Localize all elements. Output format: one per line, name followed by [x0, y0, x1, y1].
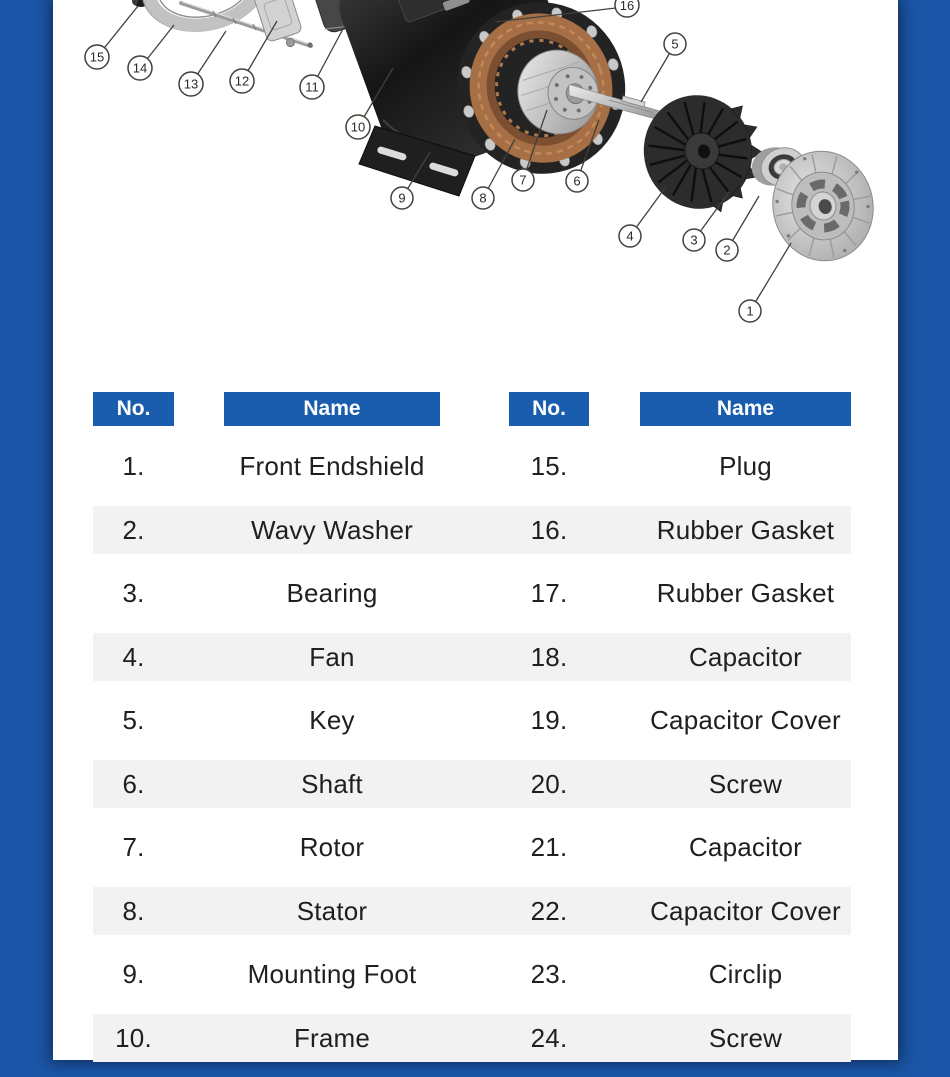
- motor-diagram-svg: [53, 0, 898, 350]
- part-name: Capacitor: [688, 832, 803, 862]
- part-no: 3.: [122, 578, 145, 608]
- part-name: Capacitor Cover: [650, 895, 841, 926]
- callout: [566, 170, 588, 192]
- part-name: Rotor: [299, 832, 365, 862]
- part-no: 4.: [122, 641, 145, 672]
- part-name: Rubber Gasket: [656, 578, 835, 608]
- callout: [739, 300, 761, 322]
- callout: [230, 69, 254, 93]
- part-no: 5.: [122, 705, 145, 735]
- table-row: [93, 1014, 851, 1062]
- header-name-left: Name: [224, 392, 440, 426]
- svg-text:5: 5: [671, 36, 679, 52]
- part-no: 20.: [530, 768, 568, 799]
- svg-text:1: 1: [746, 303, 754, 319]
- callout: [128, 56, 152, 80]
- callout: [683, 229, 705, 251]
- table-row: [93, 506, 851, 554]
- part-no: 1.: [122, 451, 145, 481]
- part-no: 24.: [530, 1022, 568, 1053]
- callout: [512, 169, 534, 191]
- part-no: 9.: [122, 959, 145, 989]
- part-name: Front Endshield: [239, 451, 425, 481]
- svg-text:9: 9: [398, 190, 406, 206]
- callout: [300, 75, 324, 99]
- document-page: [53, 0, 898, 1060]
- callout: [179, 72, 203, 96]
- callout: [85, 45, 109, 69]
- header-no-right: No.: [509, 392, 589, 426]
- svg-text:6: 6: [573, 173, 581, 189]
- part-name: Bearing: [286, 578, 378, 608]
- part-name: Frame: [293, 1022, 371, 1053]
- part-no: 16.: [530, 514, 568, 545]
- part-no: 19.: [530, 705, 568, 735]
- callout: [619, 225, 641, 247]
- part-name: Plug: [719, 451, 772, 481]
- capacitor-cover-part: [251, 0, 306, 53]
- part-no: 6.: [122, 768, 145, 799]
- callout: [716, 239, 738, 261]
- svg-text:11: 11: [305, 79, 319, 95]
- exploded-view-diagram: [53, 0, 898, 350]
- table-row: [93, 823, 851, 871]
- part-name: Screw: [708, 1022, 783, 1053]
- part-no: 22.: [530, 895, 568, 926]
- part-no: 10.: [115, 1022, 152, 1053]
- parts-table: [93, 392, 851, 1077]
- table-row: [93, 696, 851, 744]
- part-name: Fan: [309, 641, 355, 672]
- part-name: Stator: [296, 895, 368, 926]
- part-name: Shaft: [301, 768, 363, 799]
- svg-text:4: 4: [626, 228, 634, 244]
- header-name-right: Name: [640, 392, 851, 426]
- callout: [472, 187, 494, 209]
- svg-text:10: 10: [350, 119, 366, 135]
- table-row: [93, 760, 851, 808]
- part-no: 17.: [530, 578, 568, 608]
- part-name: Key: [309, 705, 355, 735]
- part-no: 8.: [122, 895, 145, 926]
- svg-text:12: 12: [234, 73, 250, 89]
- part-no: 15.: [530, 451, 568, 481]
- callout: [391, 187, 413, 209]
- svg-text:16: 16: [619, 0, 635, 13]
- part-name: Capacitor: [688, 641, 803, 672]
- part-name: Rubber Gasket: [656, 514, 835, 545]
- part-name: Screw: [708, 768, 783, 799]
- callout: [346, 115, 370, 139]
- callout: [664, 33, 686, 55]
- svg-text:14: 14: [132, 60, 148, 76]
- part-no: 2.: [122, 514, 145, 545]
- part-no: 7.: [122, 832, 145, 862]
- parts-table-header: [93, 392, 851, 426]
- part-name: Mounting Foot: [247, 959, 417, 989]
- header-no-left: No.: [93, 392, 174, 426]
- svg-text:2: 2: [723, 242, 731, 258]
- table-row: [93, 887, 851, 935]
- part-name: Capacitor Cover: [650, 705, 841, 735]
- svg-text:15: 15: [89, 49, 105, 65]
- part-no: 18.: [530, 641, 568, 672]
- part-name: Wavy Washer: [250, 514, 414, 545]
- table-row: [93, 633, 851, 681]
- svg-text:13: 13: [183, 76, 199, 92]
- callout: [615, 0, 639, 17]
- table-row: [93, 950, 851, 998]
- table-row: [93, 569, 851, 617]
- svg-text:3: 3: [690, 232, 698, 248]
- part-name: Circlip: [708, 959, 783, 989]
- part-no: 23.: [530, 959, 568, 989]
- table-row: [93, 442, 851, 490]
- svg-text:7: 7: [519, 172, 527, 188]
- part-no: 21.: [530, 832, 568, 862]
- svg-text:8: 8: [479, 190, 487, 206]
